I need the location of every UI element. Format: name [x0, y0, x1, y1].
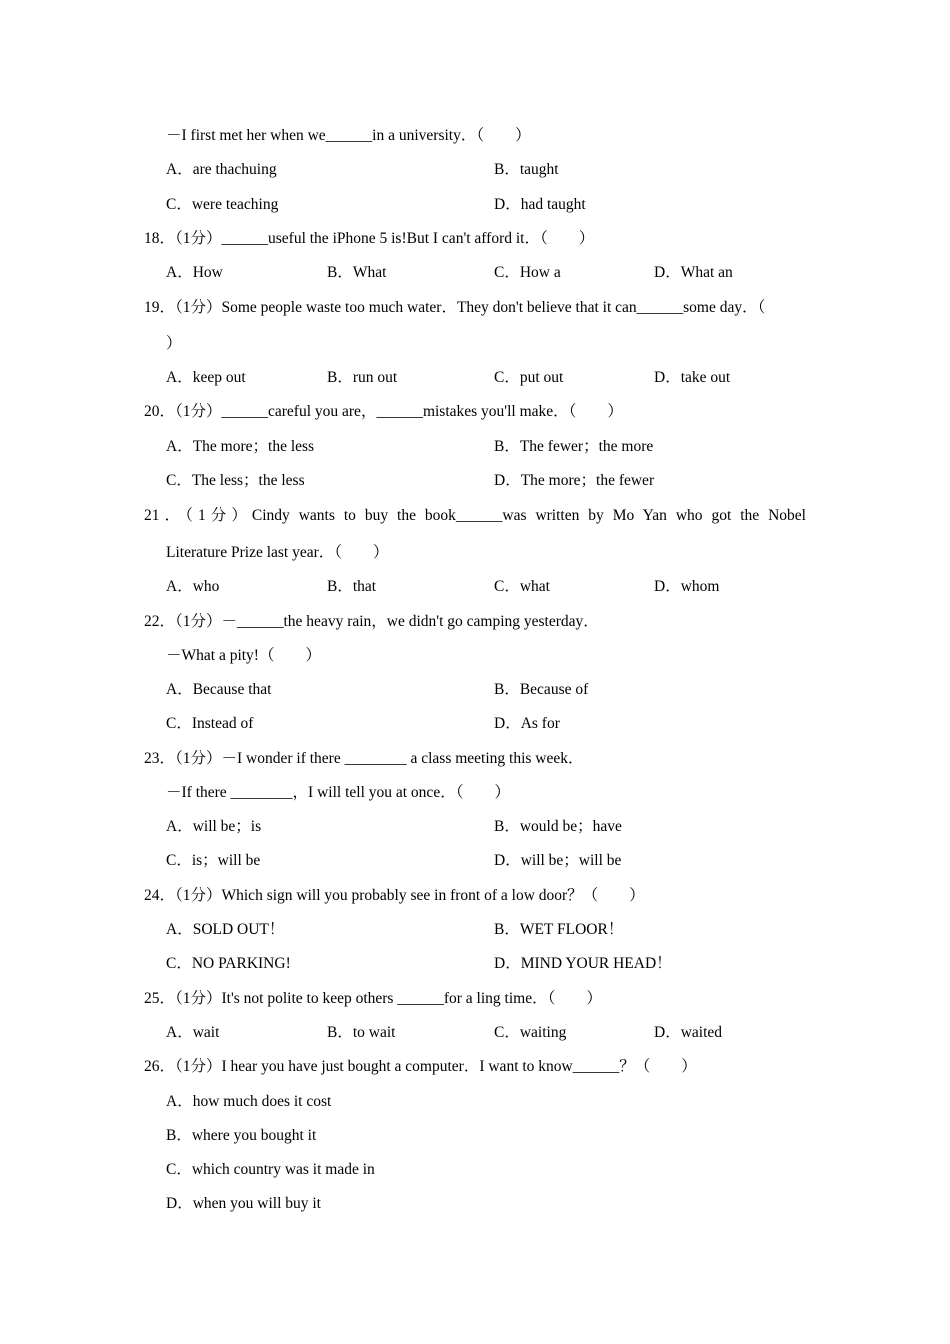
- q25-option-b[interactable]: B．to wait: [327, 1024, 396, 1041]
- q18-stem: 18．（1分）______useful the iPhone 5 is!But I can't afford it．（ ）: [144, 230, 595, 247]
- q22-option-a[interactable]: A．Because that: [166, 681, 272, 698]
- q17-option-a[interactable]: A．are thachuing: [166, 161, 277, 178]
- q18-option-b[interactable]: B．What: [327, 264, 387, 281]
- q19-option-c[interactable]: C．put out: [494, 369, 564, 386]
- q24-option-a[interactable]: A．SOLD OUT！: [166, 921, 285, 938]
- q24-option-b[interactable]: B．WET FLOOR！: [494, 921, 624, 938]
- q22-option-d[interactable]: D．As for: [494, 715, 560, 732]
- q22-stem-cont: －What a pity!（ ）: [166, 647, 321, 664]
- q20-option-a[interactable]: A．The more；the less: [166, 438, 315, 455]
- q20-stem: 20．（1分）______careful you are，______mistakes you'll make．（ ）: [144, 403, 623, 420]
- q23-stem: 23．（1分）－I wonder if there ________ a class meeting this week．: [144, 750, 584, 767]
- q23-option-d[interactable]: D．will be；will be: [494, 852, 622, 869]
- q17-stem-cont: －I first met her when we______in a university．（ ）: [166, 127, 531, 144]
- q19-option-b[interactable]: B．run out: [327, 369, 398, 386]
- q26-option-a[interactable]: A．how much does it cost: [166, 1093, 332, 1110]
- q24-stem: 24．（1分）Which sign will you probably see in front of a low door？（ ）: [144, 887, 645, 904]
- q23-option-c[interactable]: C．is；will be: [166, 852, 261, 869]
- q18-option-c[interactable]: C．How a: [494, 264, 561, 281]
- q26-option-d[interactable]: D．when you will buy it: [166, 1195, 321, 1212]
- q26-option-b[interactable]: B．where you bought it: [166, 1127, 317, 1144]
- q25-option-c[interactable]: C．waiting: [494, 1024, 567, 1041]
- q25-stem: 25．（1分）It's not polite to keep others ______for a ling time．（ ）: [144, 990, 602, 1007]
- q21-option-a[interactable]: A．who: [166, 578, 220, 595]
- q21-stem: 21．（1分）Cindy wants to buy the book______was written by Mo Yan who got the Nobel: [144, 507, 806, 524]
- q24-option-c[interactable]: C．NO PARKING!: [166, 955, 291, 972]
- q22-option-b[interactable]: B．Because of: [494, 681, 589, 698]
- q19-stem: 19．（1分）Some people waste too much water．They don't believe that it can______some day．（: [144, 299, 766, 316]
- q21-option-b[interactable]: B．that: [327, 578, 377, 595]
- q23-option-a[interactable]: A．will be；is: [166, 818, 262, 835]
- q19-option-a[interactable]: A．keep out: [166, 369, 246, 386]
- q23-option-b[interactable]: B．would be；have: [494, 818, 622, 835]
- q22-option-c[interactable]: C．Instead of: [166, 715, 254, 732]
- q18-option-d[interactable]: D．What an: [654, 264, 733, 281]
- q25-option-a[interactable]: A．wait: [166, 1024, 220, 1041]
- q17-option-d[interactable]: D．had taught: [494, 196, 586, 213]
- q21-stem-cont: Literature Prize last year．（ ）: [166, 544, 389, 561]
- q23-stem-cont: －If there ________，I will tell you at once．（ ）: [166, 784, 510, 801]
- q19-stem-cont: ）: [166, 335, 182, 352]
- q21-option-d[interactable]: D．whom: [654, 578, 720, 595]
- q21-option-c[interactable]: C．what: [494, 578, 550, 595]
- q17-option-b[interactable]: B．taught: [494, 161, 559, 178]
- q17-option-c[interactable]: C．were teaching: [166, 196, 279, 213]
- q20-option-d[interactable]: D．The more；the fewer: [494, 472, 655, 489]
- q19-option-d[interactable]: D．take out: [654, 369, 731, 386]
- q20-option-b[interactable]: B．The fewer；the more: [494, 438, 654, 455]
- q24-option-d[interactable]: D．MIND YOUR HEAD！: [494, 955, 672, 972]
- q26-stem: 26．（1分）I hear you have just bought a computer．I want to know______？（ ）: [144, 1058, 697, 1075]
- q18-option-a[interactable]: A．How: [166, 264, 223, 281]
- q20-option-c[interactable]: C．The less；the less: [166, 472, 305, 489]
- q26-option-c[interactable]: C．which country was it made in: [166, 1161, 375, 1178]
- q22-stem: 22．（1分）－______the heavy rain，we didn't go camping yesterday．: [144, 613, 599, 630]
- q25-option-d[interactable]: D．waited: [654, 1024, 723, 1041]
